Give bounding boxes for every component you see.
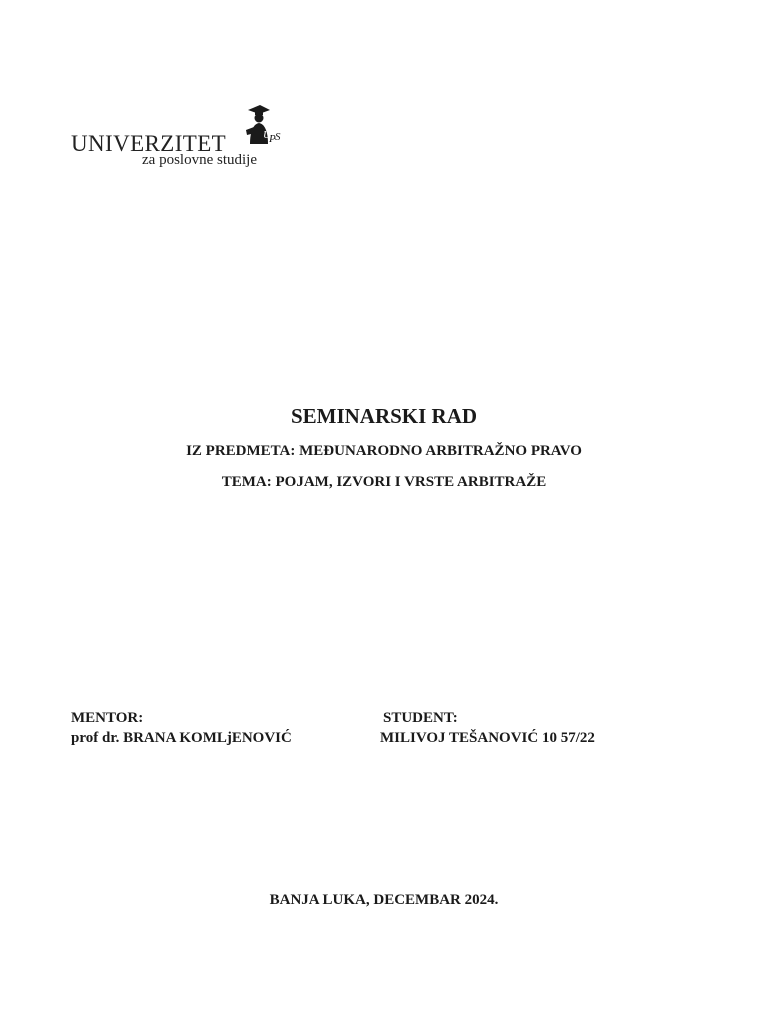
- svg-text:U: U: [263, 129, 271, 141]
- document-title: SEMINARSKI RAD: [290, 404, 478, 428]
- svg-text:P: P: [269, 133, 276, 145]
- student-label: STUDENT:: [383, 710, 458, 726]
- svg-text:S: S: [275, 131, 281, 143]
- university-logo: [70, 104, 285, 174]
- document-theme: TEMA: POJAM, IZVORI I VRSTE ARBITRAŽE: [221, 474, 547, 490]
- document-subject: IZ PREDMETA: MEĐUNARODNO ARBITRAŽNO PRAVO: [186, 443, 582, 459]
- logo-subtitle: za poslovne studije: [142, 152, 257, 168]
- student-name: MILIVOJ TEŠANOVIĆ 10 57/22: [380, 730, 595, 746]
- logo-title: UNIVERZITET: [71, 131, 227, 156]
- place-date: BANJA LUKA, DECEMBAR 2024.: [269, 892, 499, 908]
- mentor-name: prof dr. BRANA KOMLjENOVIĆ: [71, 730, 292, 746]
- graduate-figure-icon: [238, 104, 282, 148]
- mentor-label: MENTOR:: [71, 710, 144, 726]
